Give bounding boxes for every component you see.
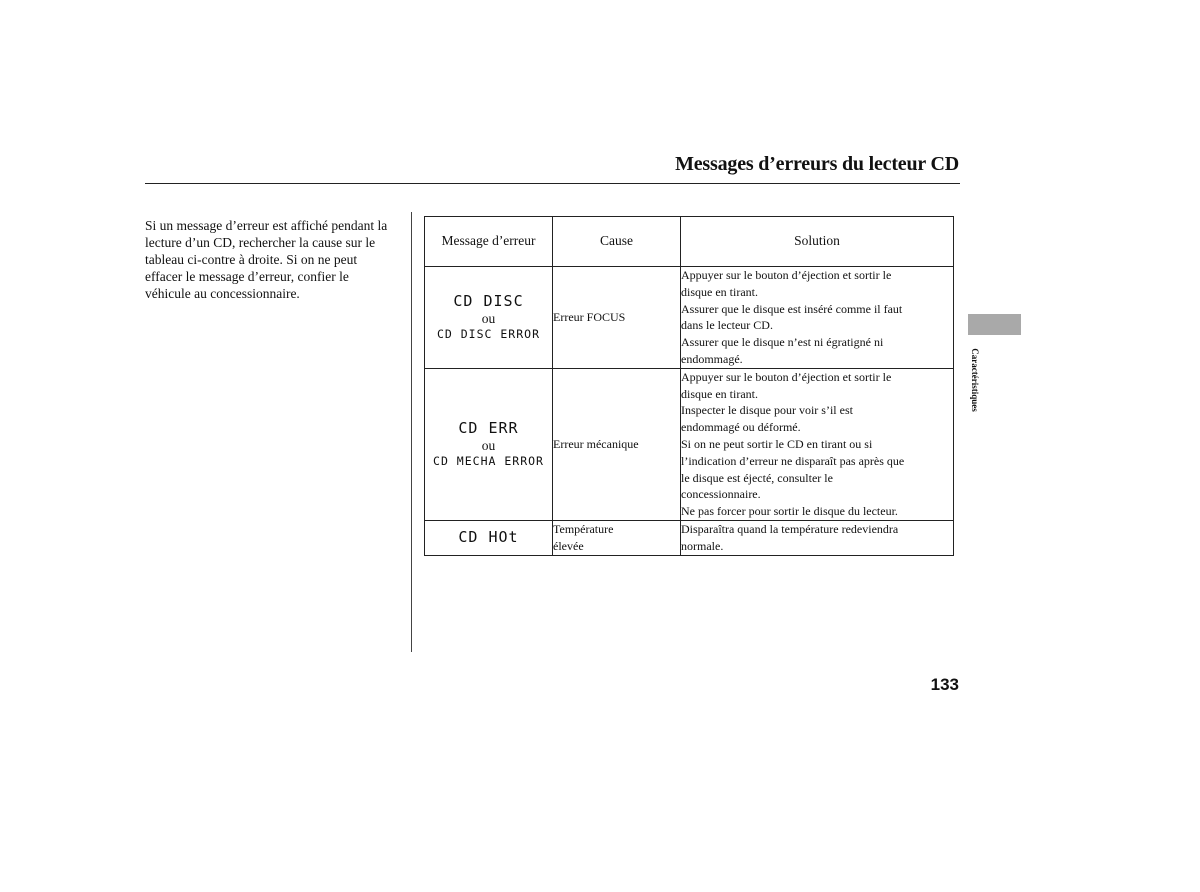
header-cause: Cause [553,217,681,267]
column-divider [411,212,412,652]
lcd-display-secondary: CD MECHA ERROR [433,454,544,469]
solution-line: Ne pas forcer pour sortir le disque du lecteur. [681,504,898,519]
page-title: Messages d’erreurs du lecteur CD [675,153,959,175]
solution-line: le disque est éjecté, consulter le [681,470,833,485]
intro-line: véhicule au concessionnaire. [145,286,300,301]
cause-line: Erreur FOCUS [553,309,626,324]
intro-paragraph [145,217,407,302]
intro-line: Si un message d’erreur est affiché pendant la [145,218,388,233]
solution-line: Inspecter le disque pour voir s’il est [681,403,853,418]
solution-line: dans le lecteur CD. [681,318,773,333]
or-label: ou [481,438,496,454]
table-row [425,520,954,555]
solution-line: concessionnaire. [681,487,761,502]
page-number: 133 [930,675,959,694]
solution-line: Assurer que le disque est inséré comme il faut [681,301,903,316]
intro-line: lecture d’un CD, rechercher la cause sur le [145,235,376,250]
cause-line: élevée [553,538,584,553]
error-message-cell [425,520,553,555]
or-label: ou [481,311,496,327]
lcd-display-secondary: CD DISC ERROR [436,327,540,342]
table-row [425,267,954,369]
title-rule [145,183,960,184]
error-message-cell [425,267,553,369]
solution-line: l’indication d’erreur ne disparaît pas après que [681,453,905,468]
solution-cell [681,368,954,520]
lcd-display-primary: CD HOt [458,528,519,547]
solution-line: Disparaîtra quand la température redeviendra [681,521,899,536]
solution-line: Appuyer sur le bouton d’éjection et sortir le [681,268,892,282]
error-message-cell [425,368,553,520]
solution-line: normale. [681,538,724,553]
cause-line: Température [553,521,614,536]
cause-cell [553,520,681,555]
section-label-text: Caractéristiques [970,348,980,412]
lcd-display-primary: CD ERR [458,419,519,438]
solution-line: disque en tirant. [681,386,758,401]
intro-line: tableau ci-contre à droite. Si on ne peut [145,252,358,267]
lcd-display-primary: CD DISC [453,292,524,311]
solution-line: endommagé. [681,351,743,366]
header-message: Message d’erreur [425,217,553,267]
cause-cell [553,368,681,520]
cause-cell [553,267,681,369]
solution-cell [681,520,954,555]
table-row [425,368,954,520]
intro-line: effacer le message d’erreur, confier le [145,269,349,284]
error-table [424,216,954,556]
table-header-row [425,217,954,267]
solution-line: Assurer que le disque n’est ni égratigné ni [681,335,884,350]
section-tab [968,314,1021,335]
header-solution: Solution [681,217,954,267]
solution-line: endommagé ou déformé. [681,420,801,435]
solution-line: disque en tirant. [681,284,758,299]
solution-line: Si on ne peut sortir le CD en tirant ou si [681,436,873,451]
solution-line: Appuyer sur le bouton d’éjection et sortir le [681,369,892,384]
solution-cell [681,267,954,369]
cause-line: Erreur mécanique [553,436,639,451]
